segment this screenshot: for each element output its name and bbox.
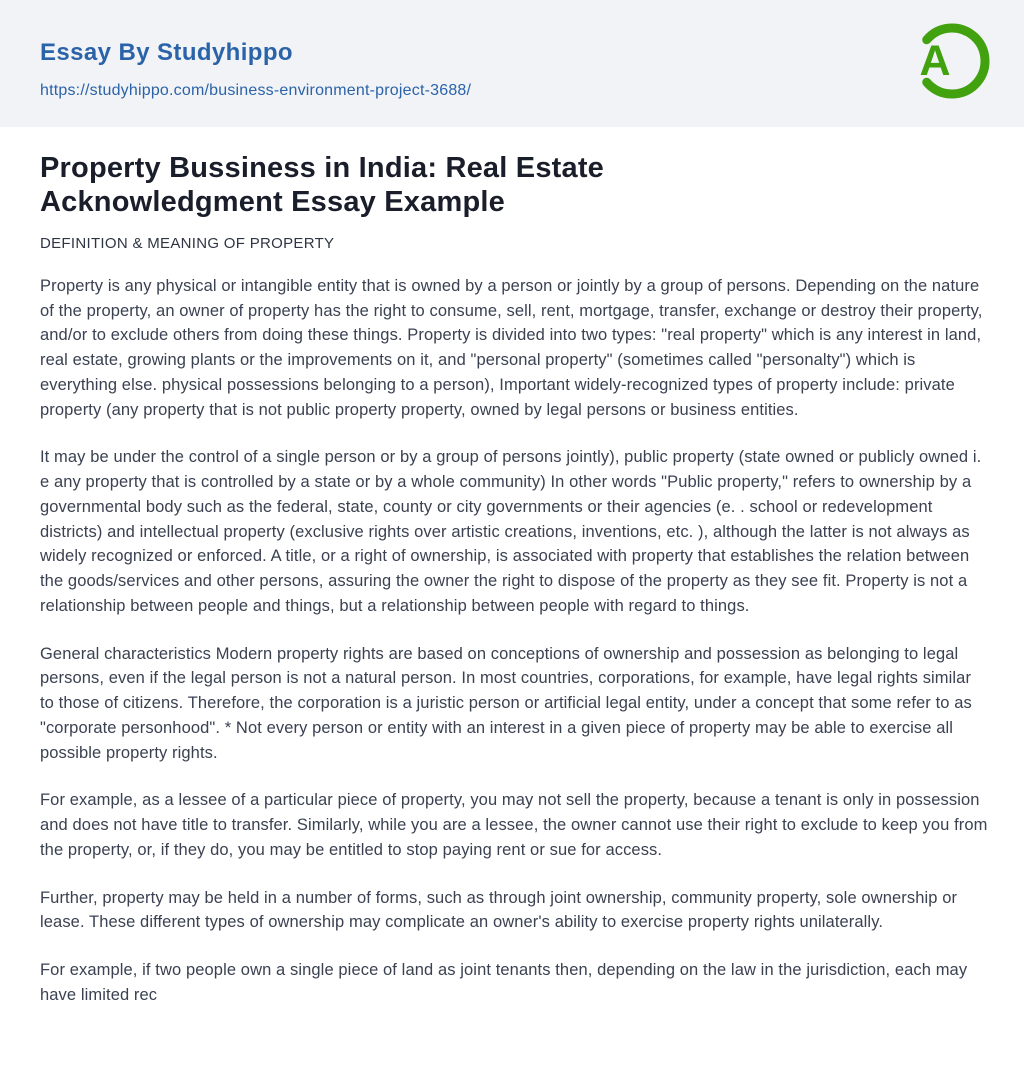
- paragraph: Property is any physical or intangible entity that is owned by a person or jointly by a group of persons. Depending on the nature of the property, an owner of property has the right to consume, sell, rent, mortgage, transfer, exchange or destroy their property, and/or to exclude others from doing these things. Property is divided into two types: "real property" which is any interest in land, real estate, growing plants or the improvements on it, and "personal property" (sometimes called "personalty") which is everything else. physical possessions belonging to a person), Important widely-recognized types of property include: private property (any property that is not public property property, owned by legal persons or business entities.: [40, 276, 983, 419]
- article-subtitle: DEFINITION & MEANING OF PROPERTY: [40, 234, 335, 252]
- studyhippo-logo: [910, 19, 994, 103]
- article-title: Property Bussiness in India: Real Estate Acknowledgment Essay Example: [40, 152, 605, 218]
- paragraph: General characteristics Modern property rights are based on conceptions of ownership and possession as belonging to legal persons, even if the legal person is not a natural person. In most countries, corporations, for example, have legal rights similar to those of citizens. Therefore, the corporation is a juristic person or artificial legal entity, under a concept that some refer to as "corporate personhood". * Not every person or entity with an interest in a given piece of property may be able to exercise all possible property rights.: [40, 644, 972, 762]
- logo-letter: A: [919, 37, 951, 85]
- article-content: [0, 127, 1024, 1008]
- paragraph: It may be under the control of a single person or by a group of persons jointly), public property (state owned or publicly owned i. e any property that is controlled by a state or by a whole community) In other words "Public property," refers to ownership by a governmental body such as the federal, state, county or city governments or their agencies (e. . school or redevelopment districts) and intellectual property (exclusive rights over artistic creations, inventions, etc. ), although the latter is not always as widely recognized or enforced. A title, or a right of ownership, is associated with property that establishes the relation between the goods/services and other persons, assuring the owner the right to dispose of the property as they see fit. Property is not a relationship between people and things, but a relationship between people with regard to things.: [40, 448, 982, 615]
- paragraph: Further, property may be held in a number of forms, such as through joint ownership, community property, sole ownership or lease. These different types of ownership may complicate an owner's ability to exercise property rights unilaterally.: [40, 888, 958, 932]
- source-url-link[interactable]: https://studyhippo.com/business-environment-project-3688/: [40, 82, 472, 100]
- paragraph: For example, as a lessee of a particular piece of property, you may not sell the property, because a tenant is only in possession and does not have title to transfer. Similarly, while you are a lessee, the owner cannot use their right to exclude to keep you from the property, or, if they do, you may be entitled to stop paying rent or sue for access.: [40, 791, 988, 859]
- article-body: [40, 274, 988, 1008]
- page-header: [0, 0, 1024, 127]
- paragraph: For example, if two people own a single piece of land as joint tenants then, depending on the law in the jurisdiction, each may have limited rec: [40, 961, 968, 1004]
- brand-title: Essay By Studyhippo: [40, 39, 293, 66]
